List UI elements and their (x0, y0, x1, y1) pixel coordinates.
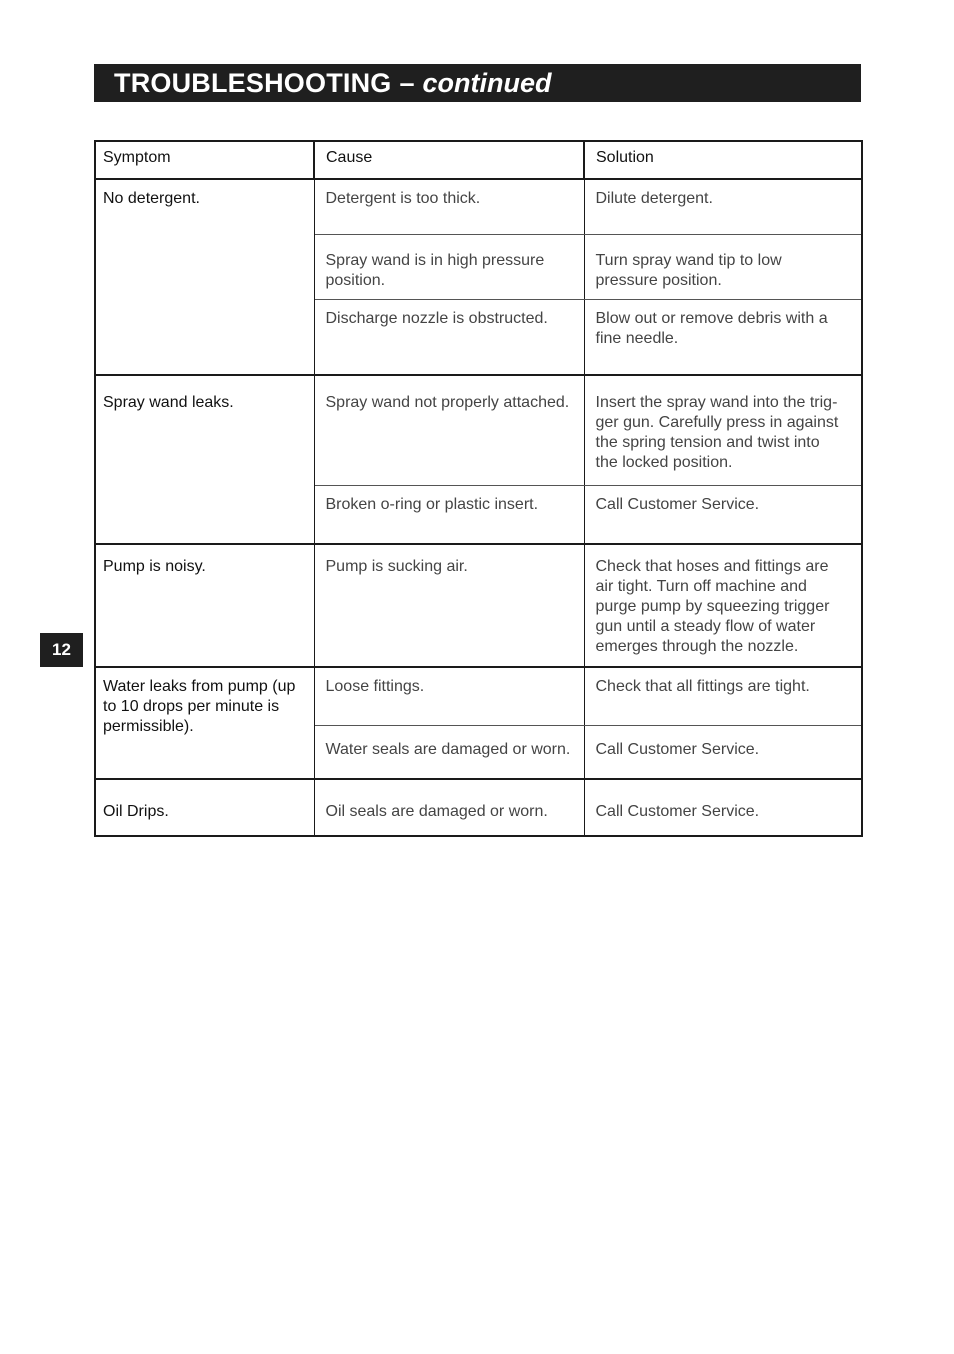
cause-cell: Water seals are damaged or worn. (314, 725, 584, 779)
column-header-cause: Cause (314, 141, 584, 179)
cause-cell: Loose fittings. (314, 667, 584, 725)
solution-cell: Call Customer Service. (584, 725, 862, 779)
symptom-cell: Oil Drips. (95, 779, 314, 836)
column-header-symptom: Symptom (95, 141, 314, 179)
solution-cell: Blow out or remove debris with a fine needle. (584, 299, 862, 375)
symptom-cell: Pump is noisy. (95, 544, 314, 667)
solution-cell: Check that hoses and fittings are air tight. Turn off machine and purge pump by squeezing trigger gun until a steady flow of water emerges through the nozzle. (584, 544, 862, 667)
cause-cell: Discharge nozzle is obstructed. (314, 299, 584, 375)
table-row (95, 179, 862, 234)
troubleshooting-table (94, 140, 863, 837)
table-row (95, 667, 862, 725)
cause-cell: Broken o-ring or plastic insert. (314, 485, 584, 544)
table-row (95, 375, 862, 485)
column-header-solution: Solution (584, 141, 862, 179)
solution-cell: Insert the spray wand into the trig-ger gun. Carefully press in against the spring tension and twist into the locked position. (584, 375, 862, 485)
title-separator: – (399, 67, 415, 98)
cause-cell: Spray wand not properly attached. (314, 375, 584, 485)
table-header-row (95, 141, 862, 179)
section-header-bar (94, 64, 861, 102)
solution-cell: Call Customer Service. (584, 779, 862, 836)
solution-cell: Check that all fittings are tight. (584, 667, 862, 725)
symptom-cell: Spray wand leaks. (95, 375, 314, 544)
symptom-cell: Water leaks from pump (up to 10 drops per minute is permissible). (95, 667, 314, 779)
section-title: TROUBLESHOOTING (114, 67, 392, 98)
cause-cell: Pump is sucking air. (314, 544, 584, 667)
page-number: 12 (40, 633, 83, 667)
table-row (95, 779, 862, 836)
solution-cell: Dilute detergent. (584, 179, 862, 234)
table-row (95, 544, 862, 667)
cause-cell: Detergent is too thick. (314, 179, 584, 234)
cause-cell: Spray wand is in high pressure position. (314, 234, 584, 299)
solution-cell: Turn spray wand tip to low pressure position. (584, 234, 862, 299)
cause-cell: Oil seals are damaged or worn. (314, 779, 584, 836)
symptom-cell: No detergent. (95, 179, 314, 375)
section-subtitle: continued (422, 67, 552, 98)
solution-cell: Call Customer Service. (584, 485, 862, 544)
